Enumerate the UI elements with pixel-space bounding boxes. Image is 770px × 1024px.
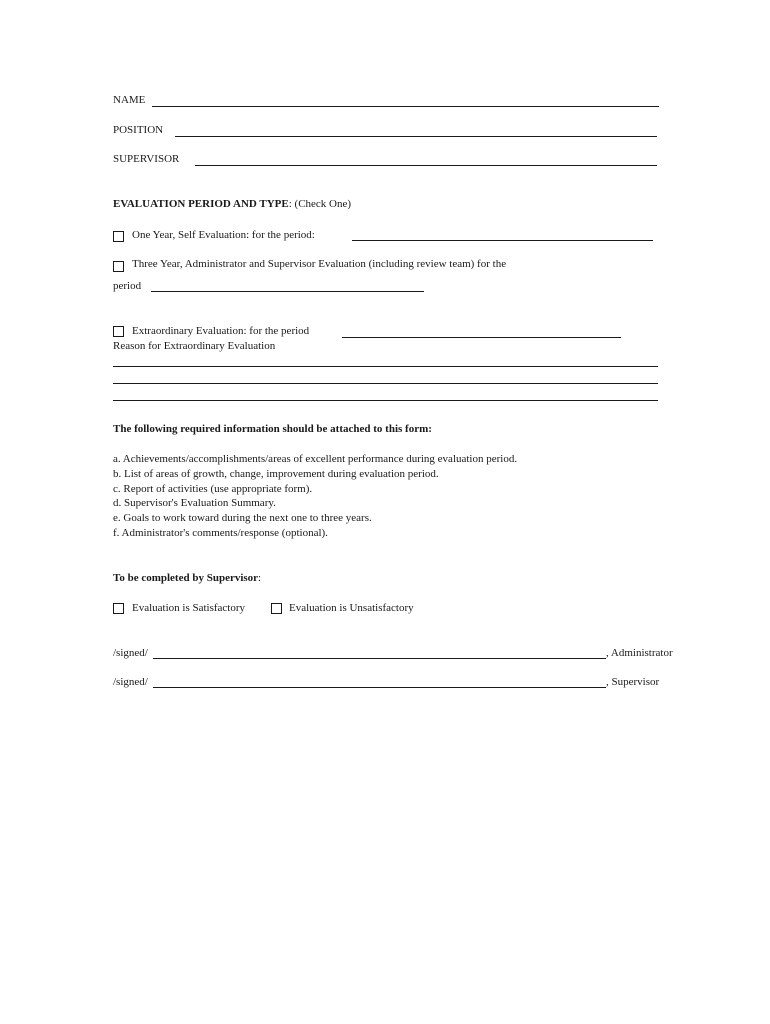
one-year-checkbox[interactable]: [113, 231, 124, 242]
evaluation-heading-suffix: : (Check One): [288, 198, 352, 210]
name-label: NAME: [113, 94, 146, 106]
reason-line-3[interactable]: [113, 400, 658, 401]
name-field[interactable]: [152, 106, 659, 107]
position-label: POSITION: [113, 124, 164, 136]
attachment-item-a: a. Achievements/accomplishments/areas of excellent performance during evaluation period.: [113, 453, 518, 465]
supervisor-section-heading: [113, 572, 261, 585]
attachment-item-f: f. Administrator's comments/response (optional).: [113, 527, 328, 539]
reason-line-2[interactable]: [113, 383, 658, 384]
three-year-label: Three Year, Administrator and Supervisor Evaluation (including review team) for the: [132, 258, 507, 270]
attachment-item-d: d. Supervisor's Evaluation Summary.: [113, 497, 276, 509]
three-year-checkbox[interactable]: [113, 261, 124, 272]
supervisor-signature-field[interactable]: [153, 687, 606, 688]
evaluation-heading: [113, 198, 351, 211]
attachment-item-b: b. List of areas of growth, change, improvement during evaluation period.: [113, 468, 439, 480]
extraordinary-label: Extraordinary Evaluation: for the period: [132, 325, 310, 337]
supervisor-section-heading-text: To be completed by Supervisor: [113, 572, 259, 584]
supervisor-role-label: , Supervisor: [606, 676, 660, 688]
supervisor-signed-label: /signed/: [113, 676, 148, 688]
position-field[interactable]: [175, 136, 657, 137]
supervisor-label: SUPERVISOR: [113, 153, 180, 165]
one-year-label: One Year, Self Evaluation: for the period:: [132, 229, 315, 241]
administrator-signature-field[interactable]: [153, 658, 606, 659]
extraordinary-checkbox[interactable]: [113, 326, 124, 337]
one-year-period-field[interactable]: [352, 240, 653, 241]
extraordinary-period-field[interactable]: [342, 337, 621, 338]
attachments-heading-text: The following required information should be attached to this form: [113, 423, 429, 435]
three-year-period-field[interactable]: [151, 291, 424, 292]
unsatisfactory-label: Evaluation is Unsatisfactory: [289, 602, 414, 614]
satisfactory-label: Evaluation is Satisfactory: [132, 602, 246, 614]
satisfactory-checkbox[interactable]: [113, 603, 124, 614]
supervisor-section-heading-suffix: :: [258, 572, 262, 584]
unsatisfactory-checkbox[interactable]: [271, 603, 282, 614]
period-label: period: [113, 280, 142, 292]
reason-label: Reason for Extraordinary Evaluation: [113, 340, 276, 352]
reason-line-1[interactable]: [113, 366, 658, 367]
evaluation-heading-text: EVALUATION PERIOD AND TYPE: [113, 198, 289, 210]
administrator-signed-label: /signed/: [113, 647, 148, 659]
attachment-item-e: e. Goals to work toward during the next one to three years.: [113, 512, 372, 524]
attachments-heading-suffix: :: [428, 423, 432, 435]
supervisor-field[interactable]: [195, 165, 657, 166]
attachments-heading: [113, 423, 432, 436]
attachment-item-c: c. Report of activities (use appropriate form).: [113, 483, 313, 495]
administrator-role-label: , Administrator: [606, 647, 673, 659]
